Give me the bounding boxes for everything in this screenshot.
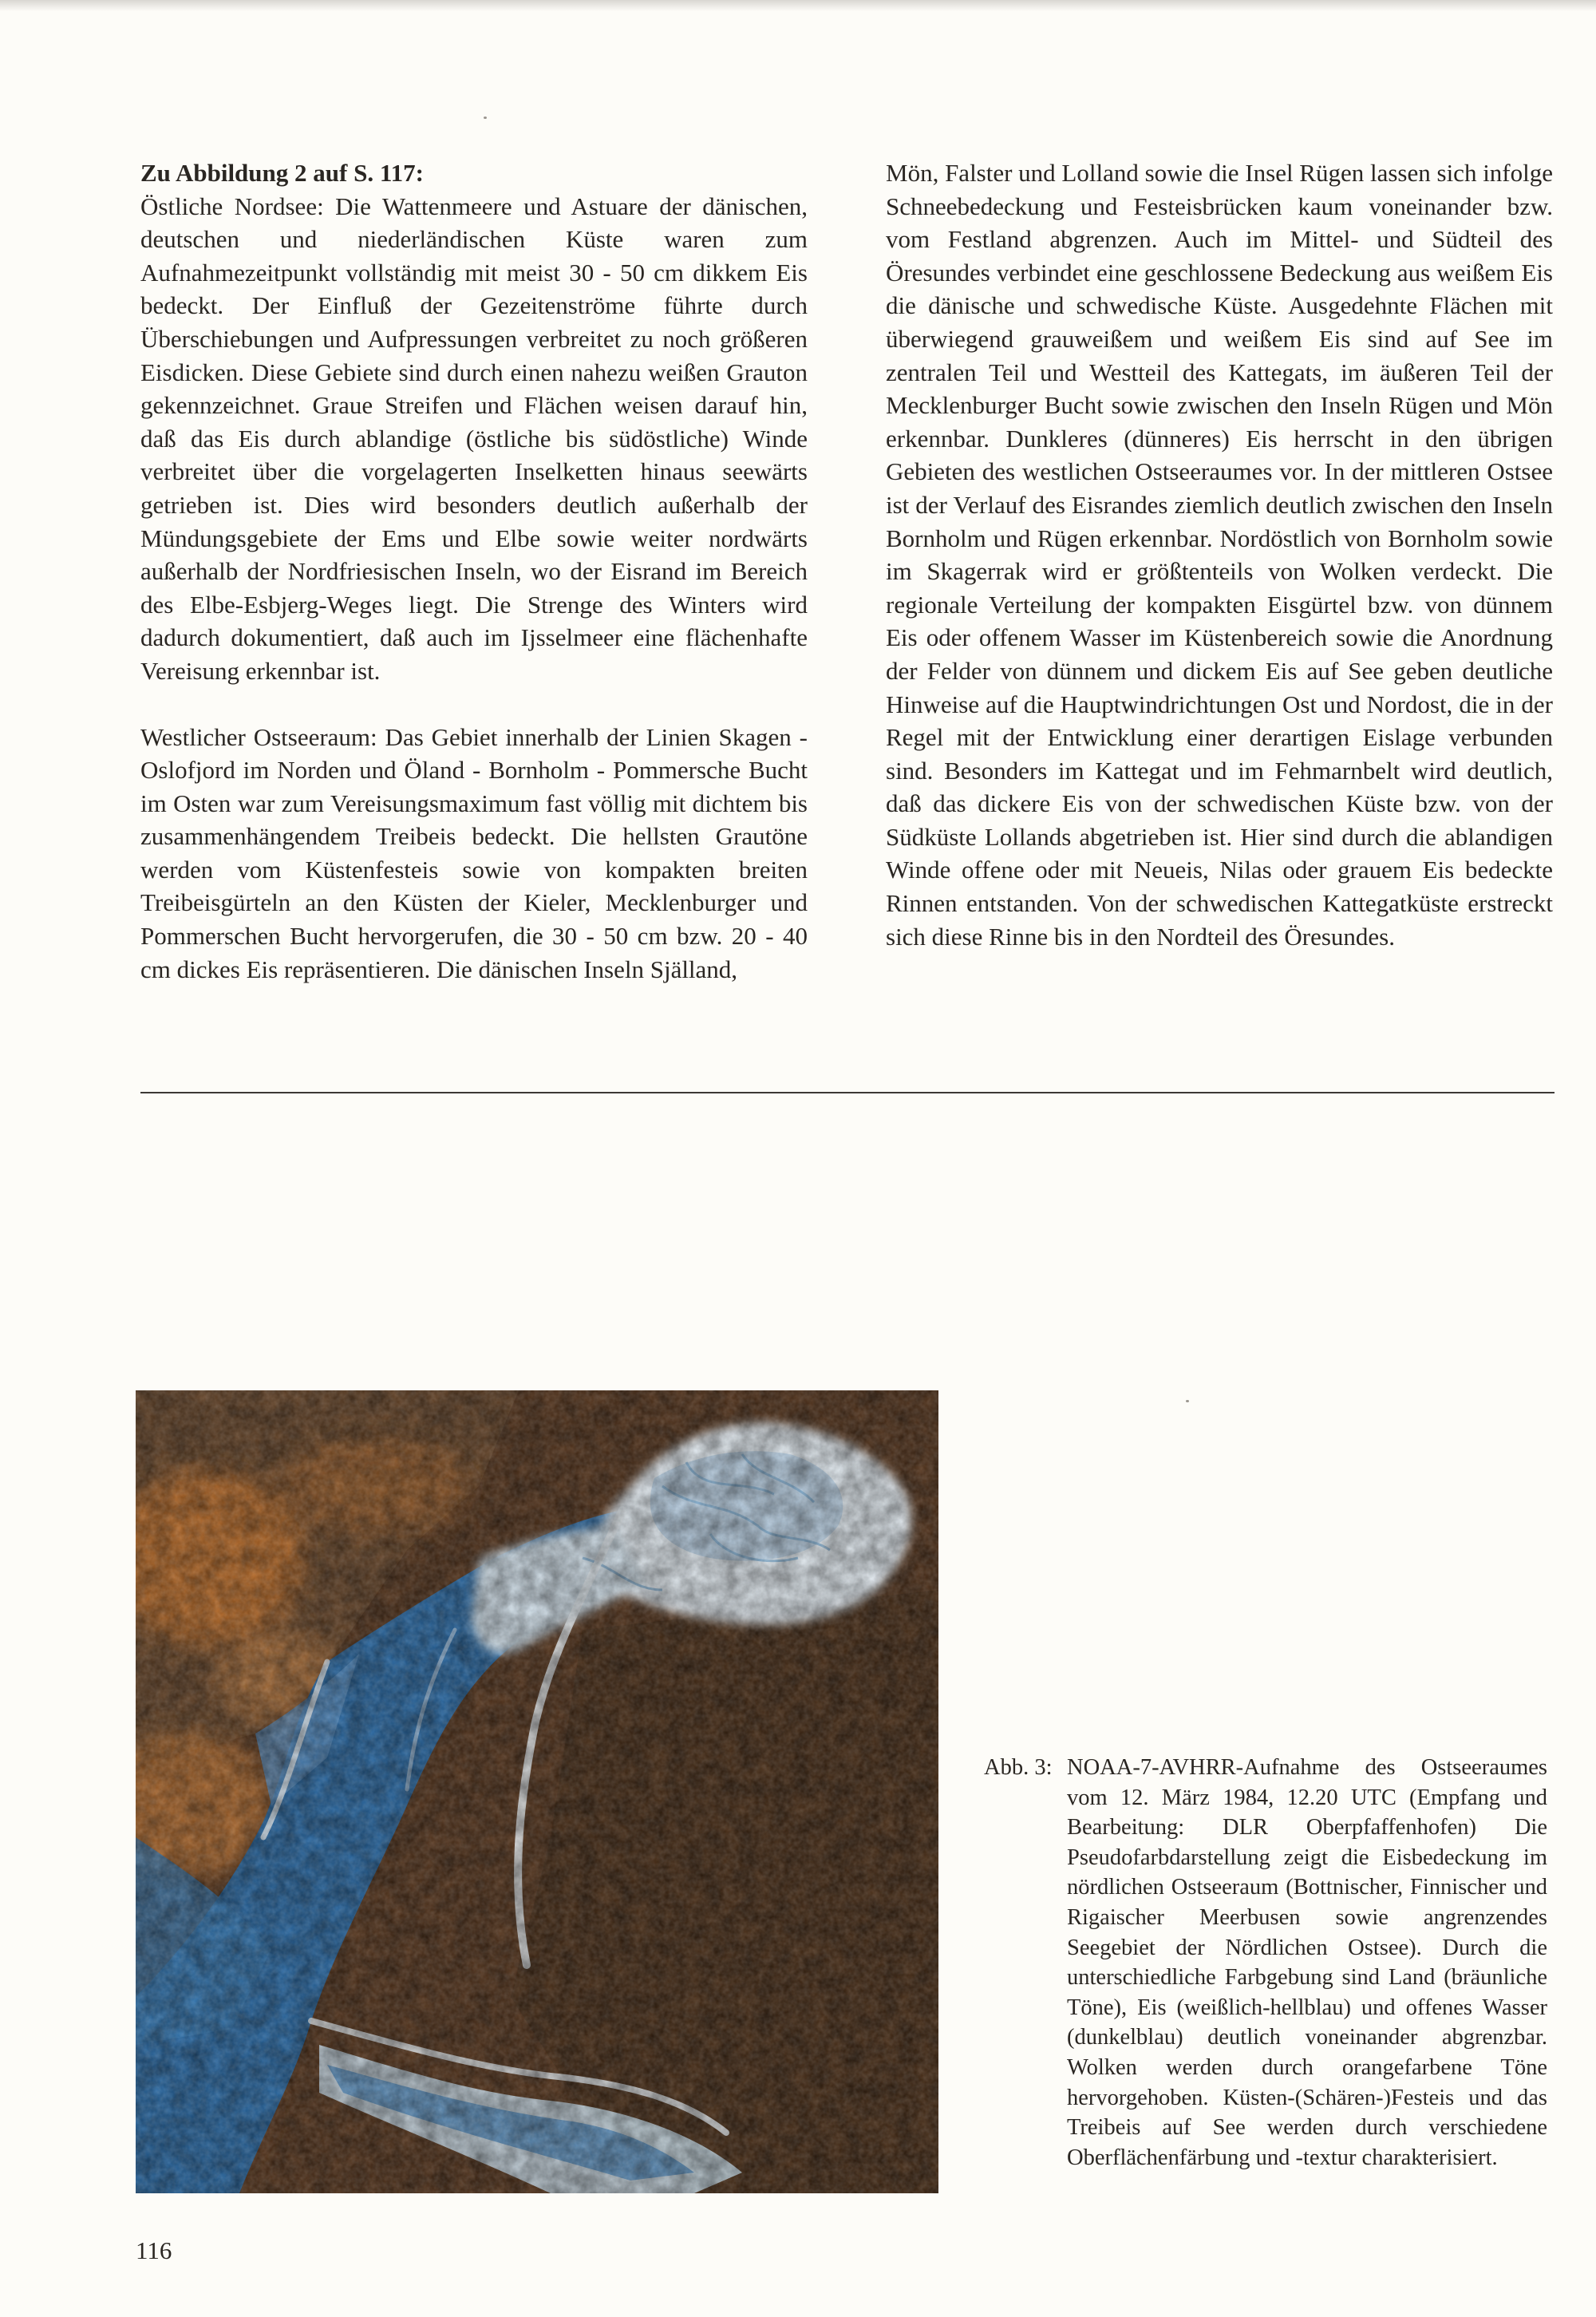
- figure-caption-text: NOAA-7-AVHRR-Aufnahme des Ostseeraumes vom 12. März 1984, 12.20 UTC (Empfang und Bearbeitung: DLR Oberpfaffenhofen) Die Pseudofarbdarstellung zeigt die Eisbedeckung im nördlichen Ostseeraum (Bottnischer, Finnischer und Rigaischer Meerbusen sowie angrenzendes Seegebiet der Nördlichen Ostsee). Durch die unterschiedliche Farbgebung sind Land (bräunliche Töne), Eis (weißlich-hellblau) und offenes Wasser (dunkelblau) deutlich voneinander abgrenzbar. Wolken werden durch orangefarbene Töne hervorgehoben. Küsten-(Schären-)Festeis und das Treibeis auf See werden durch verschiedene Oberflächenfärbung und -textur charakterisiert.: [1067, 1755, 1547, 2170]
- satellite-image: [136, 1390, 938, 2193]
- page-edge-shadow: [0, 0, 1596, 11]
- text-column-left: [140, 156, 808, 986]
- page-number: 116: [136, 2236, 172, 2264]
- image-texture: [136, 1390, 938, 2193]
- print-speck: [1186, 1400, 1189, 1402]
- section-heading: Zu Abbildung 2 auf S. 117:: [140, 159, 424, 187]
- paragraph-nordsee: [140, 156, 808, 688]
- print-speck: [484, 117, 487, 119]
- paragraph-ostseeraum: Westlicher Ostseeraum: Das Gebiet innerhalb der Linien Skagen - Oslofjord im Norden und Öland - Bornholm - Pommersche Bucht im Osten war zum Vereisungsmaximum fast völlig mit dichtem bis zusammenhängendem Treibeis bedeckt. Die hellsten Grautöne werden vom Küstenfesteis sowie von kompakten breiten Treibeisgürteln an den Küsten der Kieler, Mecklenburger und Pommerschen Bucht hervorgerufen, die 30 - 50 cm bzw. 20 - 40 cm dickes Eis repräsentieren. Die dänischen Inseln Själland,: [140, 722, 808, 983]
- text-column-right: [886, 156, 1553, 953]
- paragraph-continuation: Mön, Falster und Lolland sowie die Insel Rügen lassen sich infolge Schneebedeckung und Festeisbrücken kaum voneinander bzw. vom Festland abgrenzen. Auch im Mittel- und Südteil des Öresundes verbindet eine geschlossene Bedeckung aus weißem Eis die dänische und schwedische Küste. Ausgedehnte Flächen mit überwiegend grauweißem und weißem Eis sind auf See im zentralen Teil und Westteil des Kattegats, im äußeren Teil der Mecklenburger Bucht sowie zwischen den Inseln Rügen und Mön erkennbar. Dunkleres (dünneres) Eis herrscht in den übrigen Gebieten des westlichen Ostseeraumes vor. In der mittleren Ostsee ist der Verlauf des Eisrandes ziemlich deutlich zwischen den Inseln Bornholm und Rügen erkennbar. Nordöstlich von Bornholm sowie im Skagerrak wird er größtenteils von Wolken verdeckt. Die regionale Verteilung der kompakten Eisgürtel bzw. von dünnem Eis oder offenem Wasser im Küstenbereich sowie die Anordnung der Felder von dünnem und dickem Eis auf See geben deutliche Hinweise auf die Hauptwindrichtungen Ost und Nordost, die in der Regel mit der Entwicklung einer derartigen Eislage verbunden sind. Besonders im Kattegat und im Fehmarnbelt wird deutlich, daß das dickere Eis von der schwedischen Küste bzw. von der Südküste Lollands abgetrieben ist. Hier sind durch die ablandigen Winde offene oder mit Neueis, Nilas oder grauem Eis bedeckte Rinnen entstanden. Von der schwedischen Kattegatküste erstreckt sich diese Rinne bis in den Nordteil des Öresundes.: [886, 159, 1554, 951]
- horizontal-divider: [140, 1092, 1555, 1093]
- figure-label: Abb. 3:: [984, 1755, 1053, 1780]
- figure-caption: [984, 1753, 1547, 2173]
- paragraph-nordsee-text: Östliche Nordsee: Die Wattenmeere und Astuare der dänischen, deutschen und niederländischen Küste waren zum Aufnahmezeitpunkt vollständig mit meist 30 - 50 cm dikkem Eis bedeckt. Der Einfluß der Gezeitenströme führte durch Überschiebungen und Aufpressungen verbreitet zu noch größeren Eisdicken. Diese Gebiete sind durch einen nahezu weißen Grauton gekennzeichnet. Graue Streifen und Flächen weisen darauf hin, daß das Eis durch ablandige (östliche bis südöstliche) Winde verbreitet über die vorgelagerten Inselketten hinaus seewärts getrieben ist. Dies wird besonders deutlich außerhalb der Mündungsgebiete der Ems und Elbe sowie weiter nordwärts außerhalb der Nordfriesischen Inseln, wo der Eisrand im Bereich des Elbe-Esbjerg-Weges liegt. Die Strenge des Winters wird dadurch dokumentiert, daß auch im Ijsselmeer eine flächenhafte Vereisung erkennbar ist.: [140, 192, 808, 685]
